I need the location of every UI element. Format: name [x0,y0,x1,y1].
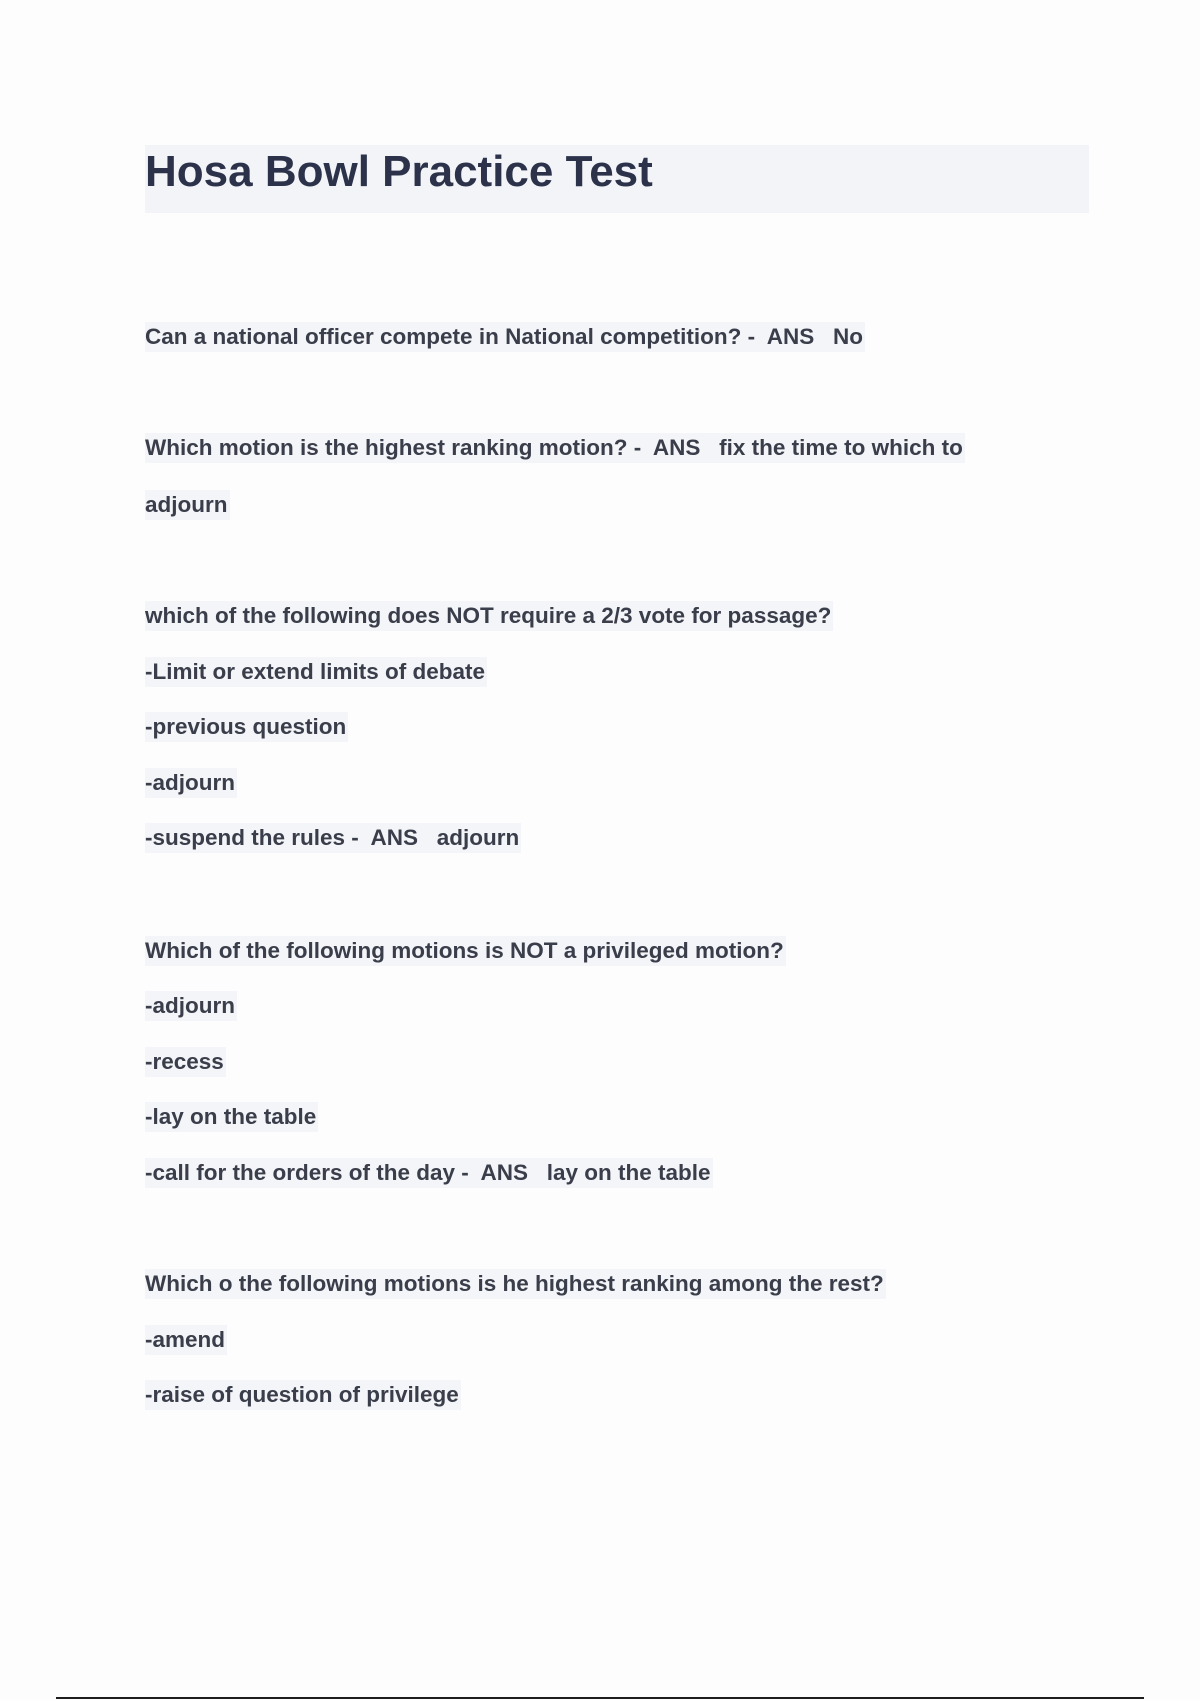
document-title: Hosa Bowl Practice Test [145,147,653,196]
question-4-option-3: -lay on the table [145,1102,318,1132]
footer-divider [56,1697,1144,1699]
question-5-option-2: -raise of question of privilege [145,1380,461,1410]
question-4-option-2: -recess [145,1047,226,1077]
question-4-option-1: -adjourn [145,991,237,1021]
question-3-option-1: -Limit or extend limits of debate [145,657,487,687]
question-5-line: Which o the following motions is he highest ranking among the rest? [145,1269,886,1299]
question-5-option-1: -amend [145,1325,227,1355]
question-3-option-4-answer: -suspend the rules - ANS adjourn [145,823,521,853]
question-2-line-continued: adjourn [145,490,230,520]
question-4-line: Which of the following motions is NOT a privileged motion? [145,936,786,966]
question-3-option-2: -previous question [145,712,348,742]
question-3-line: which of the following does NOT require a 2/3 vote for passage? [145,601,833,631]
question-3-option-3: -adjourn [145,768,237,798]
question-1-line: Can a national officer compete in National competition? - ANS No [145,322,865,352]
question-4-option-4-answer: -call for the orders of the day - ANS lay on the table [145,1158,713,1188]
question-2-line: Which motion is the highest ranking motion? - ANS fix the time to which to [145,433,965,463]
